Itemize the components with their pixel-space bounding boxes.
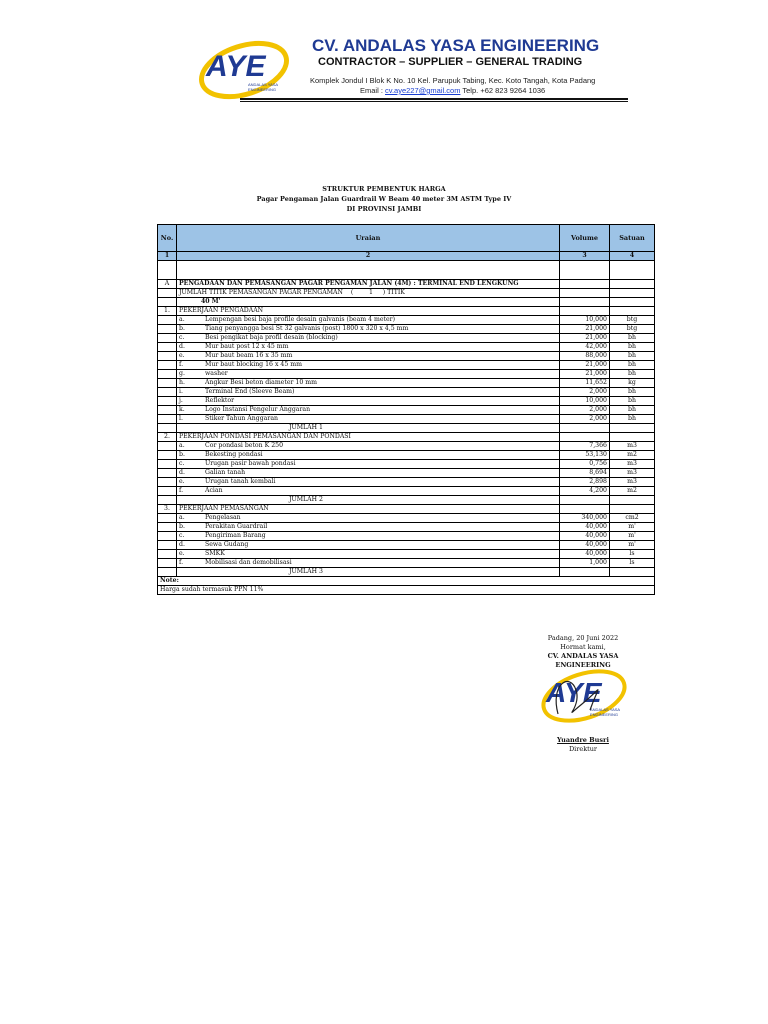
title-line-1: STRUKTUR PEMBENTUK HARGA [322, 185, 446, 193]
header-satuan: Satuan [610, 225, 655, 252]
table-row [158, 559, 655, 568]
table-row [158, 397, 655, 406]
svg-text:AYE: AYE [546, 677, 602, 708]
item-description: Pengiriman Barang [205, 532, 266, 539]
section-a-no: A [158, 280, 177, 289]
item-uraian [177, 343, 560, 352]
item-description: Cor pondasi beton K 250 [205, 442, 284, 449]
item-uraian [177, 334, 560, 343]
item-description: Urugan tanah kembali [205, 478, 276, 485]
item-description: Bekesting pondasi [205, 451, 263, 458]
table-row [158, 388, 655, 397]
table-row [158, 478, 655, 487]
header-no: No. [158, 225, 177, 252]
jumlah-titik [177, 289, 560, 298]
length-value: 40 M' [177, 298, 560, 307]
table-row [158, 460, 655, 469]
item-label: a. [179, 514, 185, 521]
item-uraian [177, 352, 560, 361]
item-satuan: bh [610, 343, 655, 352]
item-satuan: kg [610, 379, 655, 388]
letterhead-rule [240, 98, 628, 100]
note-text: Harga sudah termasuk PPN 11% [158, 586, 655, 595]
signer-position: Direktur [568, 745, 598, 753]
item-label: d. [179, 541, 185, 548]
table-row [158, 361, 655, 370]
item-label: h. [179, 379, 185, 386]
letterhead-rule-thin [240, 101, 628, 102]
jumlah-row [158, 568, 655, 577]
item-description: washer [205, 370, 228, 377]
item-label: d. [179, 469, 185, 476]
item-volume: 40,000 [560, 523, 610, 532]
item-label: b. [179, 451, 185, 458]
item-uraian [177, 550, 560, 559]
item-uraian [177, 325, 560, 334]
item-satuan: bh [610, 352, 655, 361]
item-label: e. [179, 478, 185, 485]
item-volume: 1,000 [560, 559, 610, 568]
item-uraian [177, 406, 560, 415]
item-volume: 21,000 [560, 334, 610, 343]
table-row [158, 451, 655, 460]
item-satuan: m' [610, 523, 655, 532]
company-contact [360, 86, 545, 95]
jumlah-titik-label: JUMLAH TITIK PEMASANGAN PAGAR PENGAMAN [179, 289, 343, 296]
table-row [158, 523, 655, 532]
item-label: l. [179, 415, 183, 422]
item-satuan: bh [610, 406, 655, 415]
table-row [158, 415, 655, 424]
group-title: PEKERJAAN PONDASI PEMASANGAN DAN PONDASI [177, 433, 560, 442]
item-description: Angkur Besi beton diameter 10 mm [205, 379, 317, 386]
item-satuan: m2 [610, 487, 655, 496]
jumlah-row [158, 424, 655, 433]
item-satuan: bh [610, 388, 655, 397]
header-volume: Volume [560, 225, 610, 252]
item-uraian [177, 523, 560, 532]
item-description: Galian tanah [205, 469, 246, 476]
item-satuan: bh [610, 415, 655, 424]
table-header-row [158, 225, 655, 252]
table-row [158, 316, 655, 325]
spacer-row [158, 261, 655, 280]
group-title: PEKERJAAN PENGADAAN [177, 307, 560, 316]
item-label: d. [179, 343, 185, 350]
item-uraian [177, 559, 560, 568]
table-row [158, 343, 655, 352]
item-volume: 2,898 [560, 478, 610, 487]
signer-name: Yuandre Busri [557, 736, 609, 744]
item-satuan: m' [610, 541, 655, 550]
titik-close: ) TITIK [382, 289, 405, 296]
colnum-no: 1 [158, 252, 177, 261]
table-row [158, 379, 655, 388]
item-description: Mur baut post 12 x 45 mm [205, 343, 289, 350]
item-satuan: m3 [610, 442, 655, 451]
item-volume: 4,200 [560, 487, 610, 496]
item-label: a. [179, 442, 185, 449]
item-satuan: bh [610, 334, 655, 343]
svg-text:ANDALAS YASA: ANDALAS YASA [590, 707, 621, 712]
price-structure-table [157, 224, 655, 595]
item-description: Urugan pasir bawah pondasi [205, 460, 296, 467]
item-label: c. [179, 532, 185, 539]
table-row [158, 352, 655, 361]
item-uraian [177, 487, 560, 496]
company-address: Komplek Jondul I Blok K No. 10 Kel. Parupuk Tabing, Kec. Koto Tangah, Kota Padang [310, 76, 596, 85]
item-volume: 8,694 [560, 469, 610, 478]
table-row [158, 532, 655, 541]
jumlah-row [158, 496, 655, 505]
table-row [158, 325, 655, 334]
note-label: Note: [158, 577, 655, 586]
group-header-row [158, 307, 655, 316]
item-description: Mur baut blocking 16 x 45 mm [205, 361, 302, 368]
greeting: Hormat kami, [560, 643, 606, 651]
item-description: Pengelasan [205, 514, 241, 521]
item-label: i. [179, 388, 183, 395]
item-uraian [177, 460, 560, 469]
note-row [158, 577, 655, 586]
item-uraian [177, 541, 560, 550]
item-satuan: ls [610, 550, 655, 559]
item-uraian [177, 388, 560, 397]
length-row [158, 298, 655, 307]
item-label: e. [179, 352, 185, 359]
item-volume: 21,000 [560, 361, 610, 370]
table-row [158, 550, 655, 559]
group-no: 2. [158, 433, 177, 442]
item-label: f. [179, 487, 184, 494]
group-header-row [158, 505, 655, 514]
section-a-row [158, 280, 655, 289]
item-volume: 2,000 [560, 406, 610, 415]
group-title: PEKERJAAN PEMASANGAN [177, 505, 560, 514]
column-number-row [158, 252, 655, 261]
email-label: Email : [360, 86, 383, 95]
document-title [0, 184, 768, 214]
item-label: k. [179, 406, 185, 413]
item-satuan: m3 [610, 469, 655, 478]
item-label: a. [179, 316, 185, 323]
title-line-2: Pagar Pengaman Jalan Guardrail W Beam 40 meter 3M ASTM Type IV [256, 195, 512, 203]
email-link[interactable]: cv.aye227@gmail.com [385, 86, 461, 95]
titik-value: 1 [368, 289, 373, 296]
item-satuan: ls [610, 559, 655, 568]
item-label: b. [179, 523, 185, 530]
item-volume: 88,000 [560, 352, 610, 361]
svg-text:AYE: AYE [206, 50, 266, 83]
company-name: CV. ANDALAS YASA ENGINEERING [312, 36, 600, 55]
signature-company: CV. ANDALAS YASA ENGINEERING [547, 652, 619, 669]
colnum-volume: 3 [560, 252, 610, 261]
item-volume: 40,000 [560, 541, 610, 550]
svg-text:ANDALAS YASA: ANDALAS YASA [248, 82, 279, 87]
phone: Telp. +62 823 9264 1036 [462, 86, 546, 95]
item-volume: 340,000 [560, 514, 610, 523]
item-satuan: bh [610, 361, 655, 370]
item-satuan: m2 [610, 451, 655, 460]
item-label: c. [179, 334, 185, 341]
table-row [158, 541, 655, 550]
item-description: Logo Instansi Pengelur Anggaran [205, 406, 311, 413]
colnum-satuan: 4 [610, 252, 655, 261]
item-volume: 10,000 [560, 397, 610, 406]
item-uraian [177, 370, 560, 379]
item-satuan: bh [610, 370, 655, 379]
item-volume: 40,000 [560, 550, 610, 559]
item-description: SMKK [205, 550, 225, 557]
item-uraian [177, 361, 560, 370]
jumlah-label: JUMLAH 3 [177, 568, 560, 577]
item-volume: 40,000 [560, 532, 610, 541]
company-logo [196, 36, 296, 100]
item-uraian [177, 451, 560, 460]
item-label: b. [179, 325, 185, 332]
item-uraian [177, 397, 560, 406]
item-volume: 7,366 [560, 442, 610, 451]
item-satuan: btg [610, 316, 655, 325]
svg-text:ENGINEERING: ENGINEERING [248, 87, 277, 92]
item-description: Mur baut beam 16 x 35 mm [205, 352, 293, 359]
item-label: c. [179, 460, 185, 467]
item-uraian [177, 316, 560, 325]
item-satuan: m' [610, 532, 655, 541]
table-row [158, 334, 655, 343]
item-label: e. [179, 550, 185, 557]
item-volume: 21,000 [560, 325, 610, 334]
item-uraian [177, 514, 560, 523]
item-volume: 2,000 [560, 415, 610, 424]
item-satuan: cm2 [610, 514, 655, 523]
jumlah-label: JUMLAH 1 [177, 424, 560, 433]
table-row [158, 406, 655, 415]
item-label: g. [179, 370, 185, 377]
item-description: Mobilisasi dan demobilisasi [205, 559, 292, 566]
item-volume: 53,130 [560, 451, 610, 460]
item-description: Besi pengikat baja profil desain (blocking) [205, 334, 338, 341]
item-uraian [177, 469, 560, 478]
section-a-title: PENGADAAN DAN PEMASANGAN PAGAR PENGAMAN JALAN (4M) : TERMINAL END LENGKUNG [177, 280, 560, 289]
company-tagline: CONTRACTOR – SUPPLIER – GENERAL TRADING [318, 56, 583, 68]
item-volume: 10,000 [560, 316, 610, 325]
jumlah-titik-row [158, 289, 655, 298]
item-satuan: bh [610, 397, 655, 406]
item-label: f. [179, 361, 184, 368]
item-description: Terminal End (Sleeve Beam) [205, 388, 295, 395]
item-satuan: btg [610, 325, 655, 334]
item-volume: 42,000 [560, 343, 610, 352]
item-uraian [177, 478, 560, 487]
group-no: 3. [158, 505, 177, 514]
svg-text:ENGINEERING: ENGINEERING [590, 712, 619, 717]
item-uraian [177, 415, 560, 424]
item-description: Lempengan besi baja profile desain galvanis (beam 4 meter) [205, 316, 396, 323]
item-satuan: m3 [610, 460, 655, 469]
item-satuan: m3 [610, 478, 655, 487]
table-row [158, 469, 655, 478]
title-line-3: DI PROVINSI JAMBI [346, 205, 422, 213]
item-volume: 2,000 [560, 388, 610, 397]
note-text-row [158, 586, 655, 595]
table-row [158, 514, 655, 523]
item-description: Sewa Gudang [205, 541, 249, 548]
item-label: f. [179, 559, 184, 566]
table-row [158, 487, 655, 496]
item-uraian [177, 379, 560, 388]
item-volume: 21,000 [560, 370, 610, 379]
item-description: Perakitan Guardrail [205, 523, 268, 530]
group-header-row [158, 433, 655, 442]
titik-open: ( [350, 289, 354, 296]
table-body [158, 252, 655, 595]
item-uraian [177, 532, 560, 541]
colnum-uraian: 2 [177, 252, 560, 261]
table-row [158, 442, 655, 451]
table-row [158, 370, 655, 379]
item-description: Tiang penyangga besi St 32 galvanis (post) 1800 x 320 x 4,5 mm [205, 325, 409, 332]
place-date: Padang, 20 Juni 2022 [547, 634, 619, 642]
jumlah-label: JUMLAH 2 [177, 496, 560, 505]
item-uraian [177, 442, 560, 451]
item-description: Acian [205, 487, 223, 494]
header-uraian: Uraian [177, 225, 560, 252]
stamp-logo [540, 664, 636, 724]
group-no: 1. [158, 307, 177, 316]
letterhead [196, 34, 628, 106]
item-volume: 0,756 [560, 460, 610, 469]
item-volume: 11,652 [560, 379, 610, 388]
item-description: Reflektor [205, 397, 235, 404]
item-description: Stiker Tahun Anggaran [205, 415, 278, 422]
item-label: j. [179, 397, 183, 404]
